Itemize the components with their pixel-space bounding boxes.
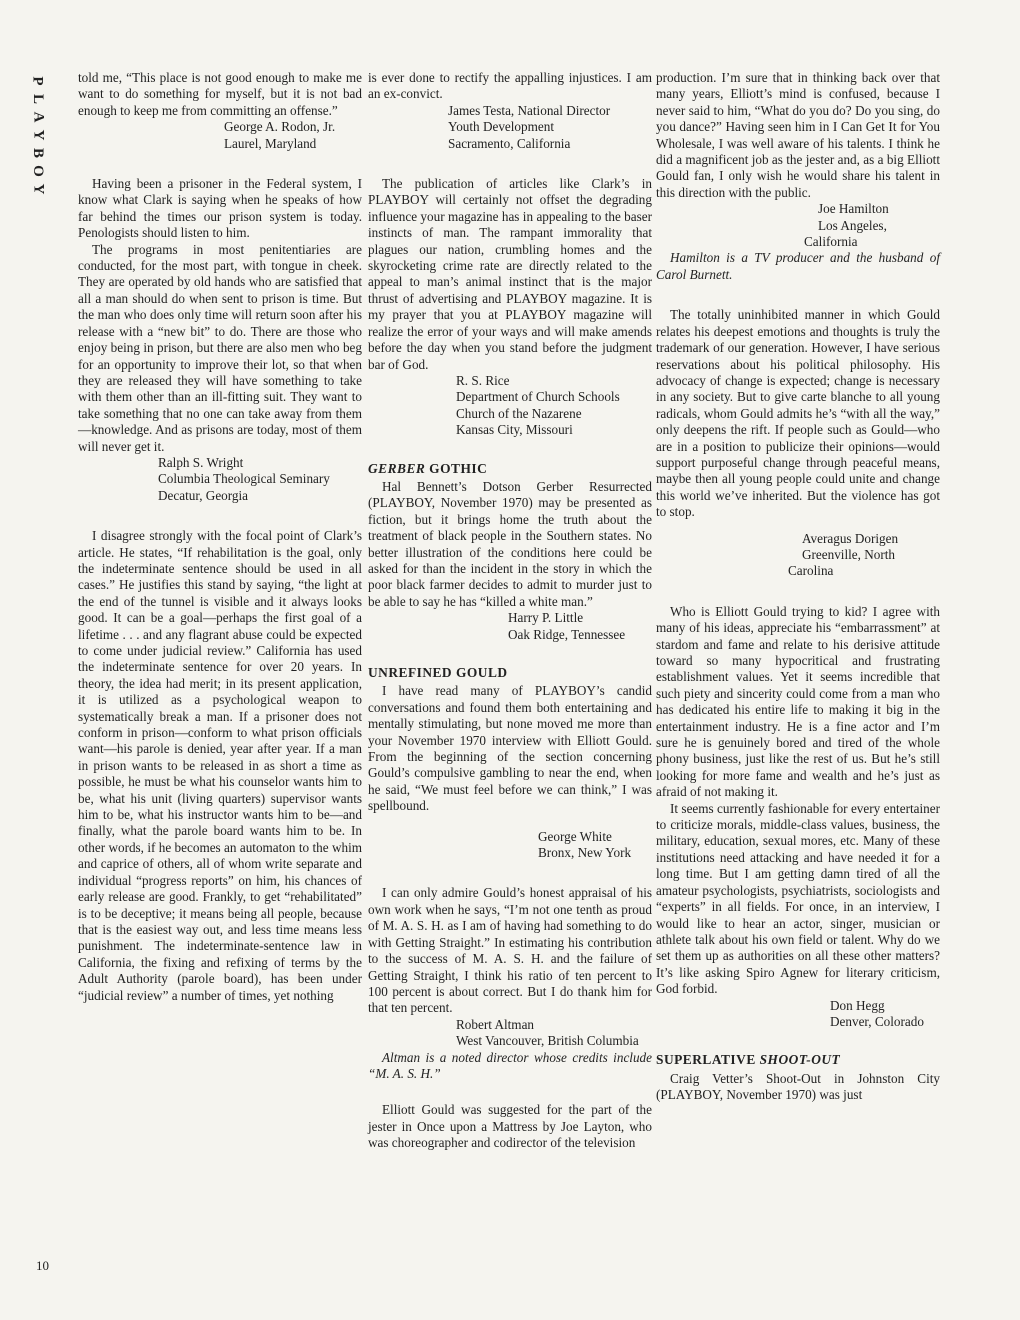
letter-paragraph: production. I’m sure that in thinking back over that many years, Elliott’s mind is confused, because I never said to him, “What do you do? Do you sing, do you dance?” Having seen him in I Can Get It for You Wholesale, I was well aware of his talents. I think he did a magnificent job as the jester and, as a big Elliott Gould fan, I only wish he would share his talent in this direction with the public.: [656, 70, 940, 200]
letter-paragraph: The totally uninhibited manner in which Gould relates his deepest emotions and thoughts is truly the trademark of our generation. However, I have serious reservations about his political philosophy. His advocacy of change is expected; change is necessary in any society. But to give carte blanche to all young radicals, whom Gould admits he’s “with all the way,” only deepens the rift. If people such as Gould—who are in a position to publicize their opinions—would support purposeful change through peaceful means, maybe then all young people could unite and change this world we’ve inherited. But the violence has got to stop.: [656, 307, 940, 520]
section-heading: [368, 461, 652, 477]
signature-name: Robert Altman: [456, 1016, 535, 1032]
signature-org: Columbia Theological Seminary: [158, 471, 330, 487]
letter-paragraph: I disagree strongly with the focal point of Clark’s article. He states, “If rehabilitation is the goal, only the indeterminate sentence should be used in all cases.” He justifies this stand by saying, “the light at the end of the tunnel is visible and it always looks good. It can be a goal—perhaps the first goal of a lifetime . . . and any flagrant abuse could be expected to come under judicial review.” California has used the indeterminate sentence for over 20 years. In theory, the idea had merit; in its present application, it is utilized as a psychological weapon to systematically break a man. If a prisoner does not conform in prison—conform to what prison officials want—his parole is denied, year after year. If a man in prison wants to be released in as short a time as possible, he must be what his counselor wants him to be, what his unit (living quarters) supervisor wants him to be, what his instructor wants him to be—and finally, what the parole board wants him to be. In other words, if he becomes an automaton to the whim and caprice of others, all of whom write separate and individual “progress reports” on him, his chances of early release are good. Frankly, to get “rehabilitated” is to be deceptive; it means being all people, because that is the easiest way out, and less time means less punishment. The indeterminate-sentence law in California, the fixing and refixing of terms by the Adult Authority (parole board), has been under “judicial review” a number of times, yet nothing: [78, 528, 362, 1003]
signature-name: George White: [538, 828, 612, 844]
letter-paragraph: I have read many of PLAYBOY’s candid conversations and found them both entertaining and mentally stimulating, but none moved me more than your November 1970 interview with Elliott Gould. From the beginning of the section concerning Gould’s compulsive gambling to near the end, when he said, “We must feel before we can think,” I was spellbound.: [368, 683, 652, 814]
signature-place: Sacramento, California: [448, 135, 571, 151]
letter-paragraph: The publication of articles like Clark’s in PLAYBOY will certainly not offset the degrading influence your magazine has in appealing to the baser instincts of man. The rampant immorality that plagues our nation, crumbling homes and the skyrocketing crime rate are directly related to the appeal to man’s animal instinct that is the major thrust of advertising and PLAYBOY magazine. It is my prayer that you at PLAYBOY magazine will realize the error of your ways and will make amends before the day when you stand before the judgment bar of God.: [368, 176, 652, 372]
letter-paragraph: Having been a prisoner in the Federal system, I know what Clark is saying when he speaks of how far behind the times our prison system is today. Penologists should listen to him.: [78, 176, 362, 241]
signature-org: Department of Church Schools: [456, 389, 620, 405]
letter-paragraph: Hal Bennett’s Dotson Gerber Resurrected (PLAYBOY, November 1970) may be presented as fiction, but it brings home the truth about the treatment of black people in the Southern states. No better illustration of the conditions here could be asked for than the incident in the story in which the poor black farmer decides to admit to murder just to be able to say he has “killed a white man.”: [368, 478, 652, 609]
signature-org: Youth Development: [448, 119, 554, 135]
signature-name: R. S. Rice: [456, 372, 510, 388]
column-3: [656, 70, 940, 1104]
masthead-letter: Y: [30, 129, 46, 141]
editor-note: Altman is a noted director whose credits include “M. A. S. H.”: [368, 1049, 652, 1081]
signature-name: George A. Rodon, Jr.: [224, 119, 336, 135]
masthead-letter: O: [29, 165, 46, 177]
signature-name: James Testa, National Director: [448, 102, 611, 118]
heading-italic: GERBER: [368, 460, 426, 476]
page-number: 10: [36, 1258, 49, 1273]
signature-place: Laurel, Maryland: [224, 135, 317, 151]
editor-note: Hamilton is a TV producer and the husband of Carol Burnett.: [656, 250, 940, 282]
masthead-letter: B: [29, 147, 46, 159]
signature-place: Denver, Colorado: [830, 1013, 924, 1029]
masthead-letter: A: [30, 111, 46, 123]
heading-italic: SHOOT-OUT: [759, 1052, 841, 1068]
masthead-letter: Y: [30, 183, 46, 195]
signature-name: Ralph S. Wright: [158, 454, 244, 470]
signature-place: Oak Ridge, Tennessee: [508, 626, 626, 642]
signature-place: Decatur, Georgia: [158, 487, 249, 503]
signature-place: West Vancouver, British Columbia: [456, 1033, 639, 1049]
heading-text: SUPERLATIVE: [656, 1052, 760, 1068]
masthead-letter: P: [29, 76, 46, 86]
column-1: [78, 70, 362, 1004]
signature-place: Los Angeles, California: [804, 217, 887, 250]
signature-name: Harry P. Little: [508, 610, 584, 626]
column-2: [368, 70, 652, 1152]
signature-org: Church of the Nazarene: [456, 405, 582, 421]
letter-paragraph: is ever done to rectify the appalling injustices. I am an ex-convict.: [368, 70, 652, 102]
letter-paragraph: It seems currently fashionable for every entertainer to criticize morals, middle-class values, business, the military, education, sexual mores, etc. Many of these institutions need attacking and have needed it for a long time. But I am getting damn tired of all the amateur psychologists, psychiatrists, sociologists and “experts” in all fields. For once, in an interview, I would like to hear an actor, singer, musician or athlete talk about his own field or talent. Why do we set them up as authorities on all these other matters? It’s like asking Spiro Agnew for literary criticism, God forbid.: [656, 800, 940, 997]
masthead: [28, 72, 48, 198]
signature-name: Don Hegg: [830, 997, 885, 1013]
letter-paragraph: Elliott Gould was suggested for the part of the jester in Once upon a Mattress by Joe Layton, who was choreographer and codirector of the television: [368, 1102, 652, 1151]
letter-paragraph: The programs in most penitentiaries are conducted, for the most part, with tongue in cheek. They are operated by old hands who are satisfied that all a man should do when sent to prison is time. But the man who does only time will return soon after his release with a “new bit” to do. There are those who enjoy being in prison, but there are also men who beg for an opportunity to improve their lot, so that when they are released they will have something to take with them other than an ill-fitting suit. They want to take something that no one can take away from them—knowledge. And as prisons are today, most of them will never get it.: [78, 241, 362, 454]
heading-text: GOTHIC: [425, 460, 488, 476]
letter-paragraph: told me, “This place is not good enough to make me want to do something for myself, but it is not bad enough to keep me from committing an offense.”: [78, 70, 362, 118]
letter-paragraph: Who is Elliott Gould trying to kid? I agree with many of his ideas, appreciate his “embarrassment” at stardom and fame and relate to his derisive attitude toward so many hypocritical and frustrating establishment values. Yet it seems incredible that such piety and sincerity could come from a man who has dedicated his entire life to making it big in the entertainment industry. He is a fine actor and I’m sure he is genuinely bored and tired of the whole phony business, just like the rest of us. But he’s still looking for more fame and wealth and he’s just as afraid of not making it.: [656, 603, 940, 800]
signature-place: Bronx, New York: [538, 845, 632, 861]
signature-name: Averagus Dorigen: [802, 530, 899, 546]
section-heading: [656, 1052, 940, 1068]
signature-name: Joe Hamilton: [818, 201, 889, 217]
letter-paragraph: I can only admire Gould’s honest appraisal of his own work when he says, “I’m not one tenth as proud of M. A. S. H. as I am of having had something to do with Getting Straight.” In estimating his contribution to the success of M. A. S. H. and the failure of Getting Straight, I think his ratio of ten percent to 100 percent is about correct. But I do thank him for that ten percent.: [368, 885, 652, 1016]
masthead-letter: L: [29, 93, 46, 105]
letter-paragraph: Craig Vetter’s Shoot-Out in Johnston City (PLAYBOY, November 1970) was just: [656, 1070, 940, 1103]
signature-place: Kansas City, Missouri: [456, 422, 573, 438]
section-heading: UNREFINED GOULD: [368, 665, 508, 680]
signature-place: Greenville, North Carolina: [788, 546, 896, 579]
